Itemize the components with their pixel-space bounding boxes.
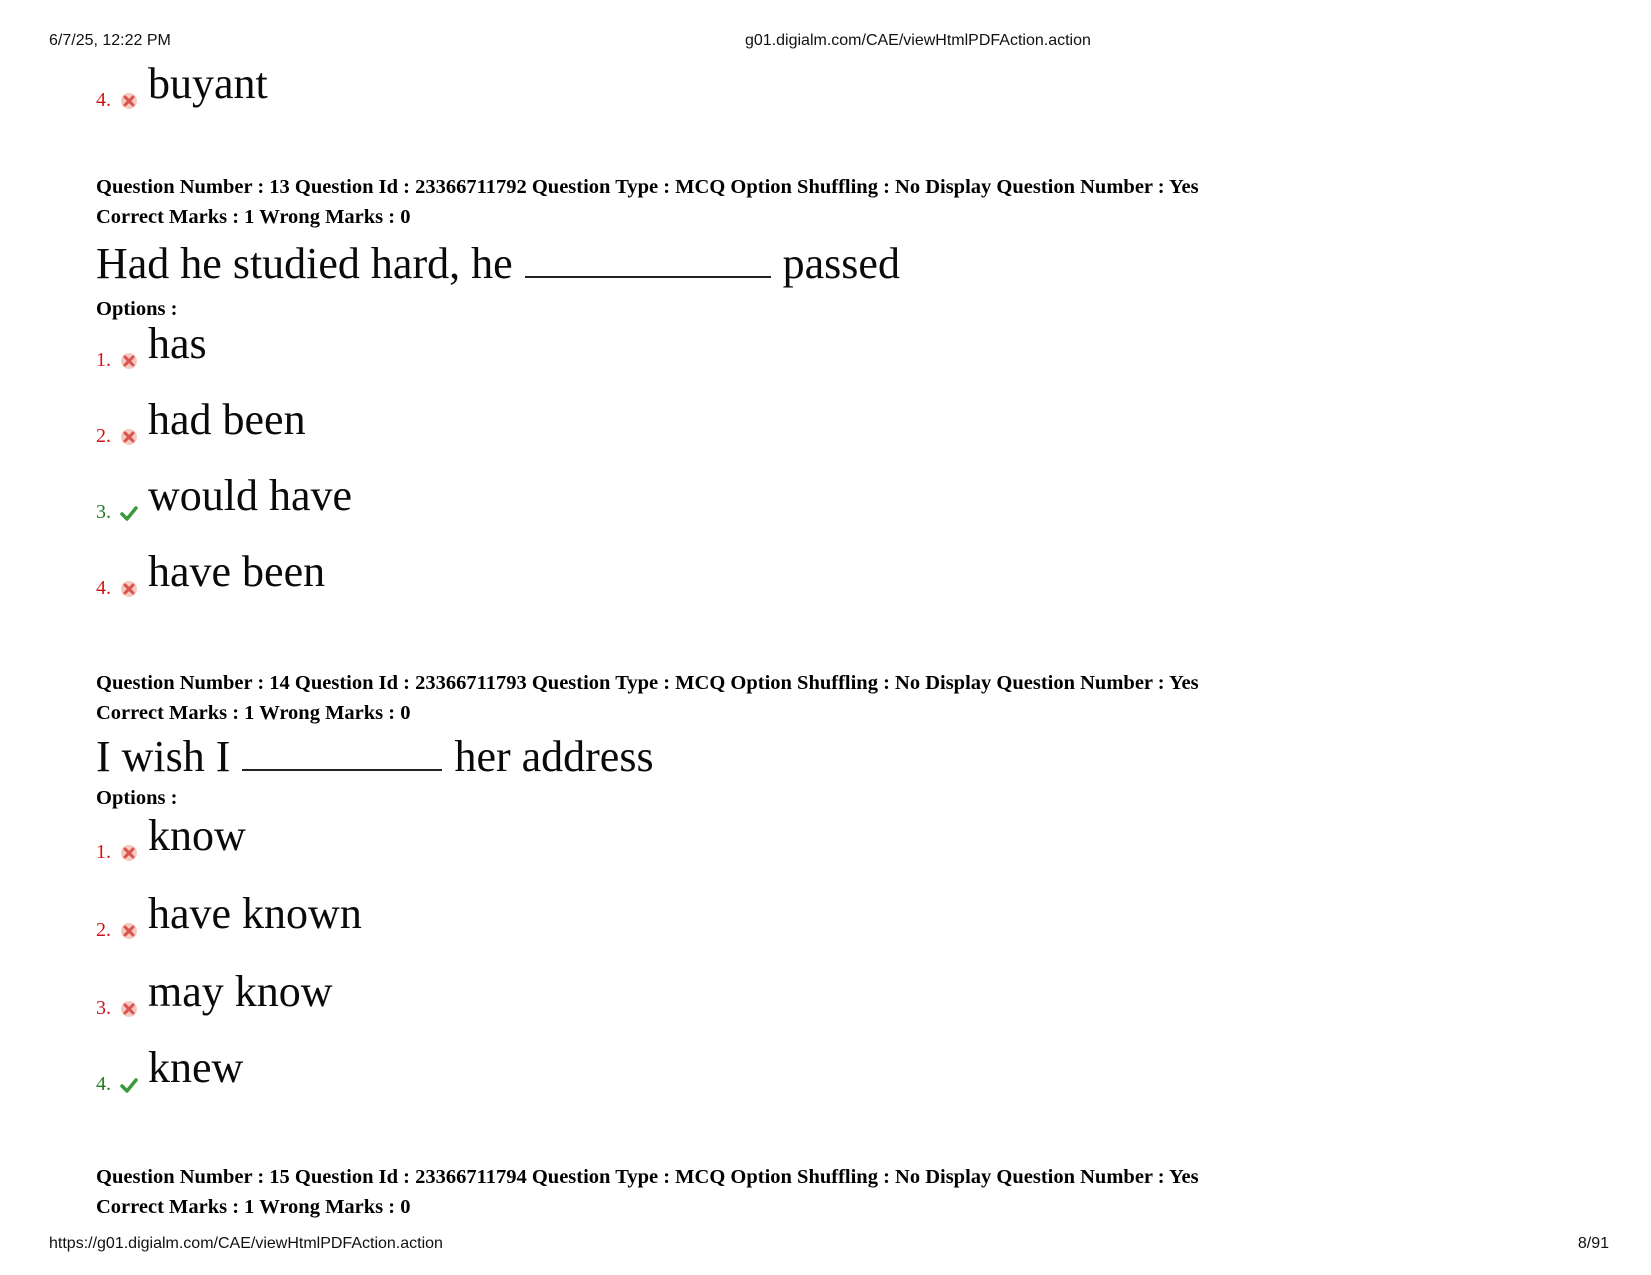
print-url-footer: https://g01.digialm.com/CAE/viewHtmlPDFAction.action (49, 1235, 443, 1252)
question-text-after: passed (782, 239, 900, 288)
cross-icon (120, 92, 138, 110)
option-number: 2. (96, 919, 111, 941)
options-label: Options : (96, 298, 178, 320)
question-marks: Correct Marks : 1 Wrong Marks : 0 (96, 1196, 411, 1218)
check-icon (120, 1076, 138, 1094)
option-text: has (148, 319, 207, 368)
answer-blank (242, 733, 442, 771)
option-text: buyant (148, 59, 268, 108)
option-text: knew (148, 1043, 244, 1092)
option-number: 3. (96, 501, 111, 523)
option-text: may know (148, 967, 333, 1016)
question-marks: Correct Marks : 1 Wrong Marks : 0 (96, 702, 411, 724)
page-number: 8/91 (1577, 1235, 1609, 1252)
question-text (96, 240, 900, 288)
cross-icon (120, 1000, 138, 1018)
print-url-header: g01.digialm.com/CAE/viewHtmlPDFAction.action (745, 32, 1091, 49)
options-label: Options : (96, 787, 178, 809)
question-text-before: Had he studied hard, he (96, 239, 513, 288)
cross-icon (120, 352, 138, 370)
option-text: know (148, 811, 246, 860)
question-meta: Question Number : 13 Question Id : 23366711792 Question Type : MCQ Option Shuffling : No Display Question Number : Yes (96, 176, 1199, 198)
option-number: 3. (96, 997, 111, 1019)
cross-icon (120, 844, 138, 862)
print-datetime: 6/7/25, 12:22 PM (49, 32, 171, 49)
question-meta: Question Number : 15 Question Id : 23366711794 Question Type : MCQ Option Shuffling : No Display Question Number : Yes (96, 1166, 1199, 1188)
option-number: 1. (96, 841, 111, 863)
option-number: 4. (96, 577, 111, 599)
question-meta: Question Number : 14 Question Id : 23366711793 Question Type : MCQ Option Shuffling : No Display Question Number : Yes (96, 672, 1199, 694)
answer-blank (525, 240, 771, 278)
option-number: 4. (96, 1073, 111, 1095)
question-text (96, 733, 654, 781)
question-text-before: I wish I (96, 732, 231, 781)
question-text-after: her address (454, 732, 654, 781)
option-text: have been (148, 547, 326, 596)
option-number: 2. (96, 425, 111, 447)
cross-icon (120, 428, 138, 446)
question-marks: Correct Marks : 1 Wrong Marks : 0 (96, 206, 411, 228)
option-number: 1. (96, 349, 111, 371)
option-text: had been (148, 395, 306, 444)
check-icon (120, 504, 138, 522)
cross-icon (120, 922, 138, 940)
cross-icon (120, 580, 138, 598)
option-text: would have (148, 471, 353, 520)
option-number: 4. (96, 89, 111, 111)
option-text: have known (148, 889, 362, 938)
